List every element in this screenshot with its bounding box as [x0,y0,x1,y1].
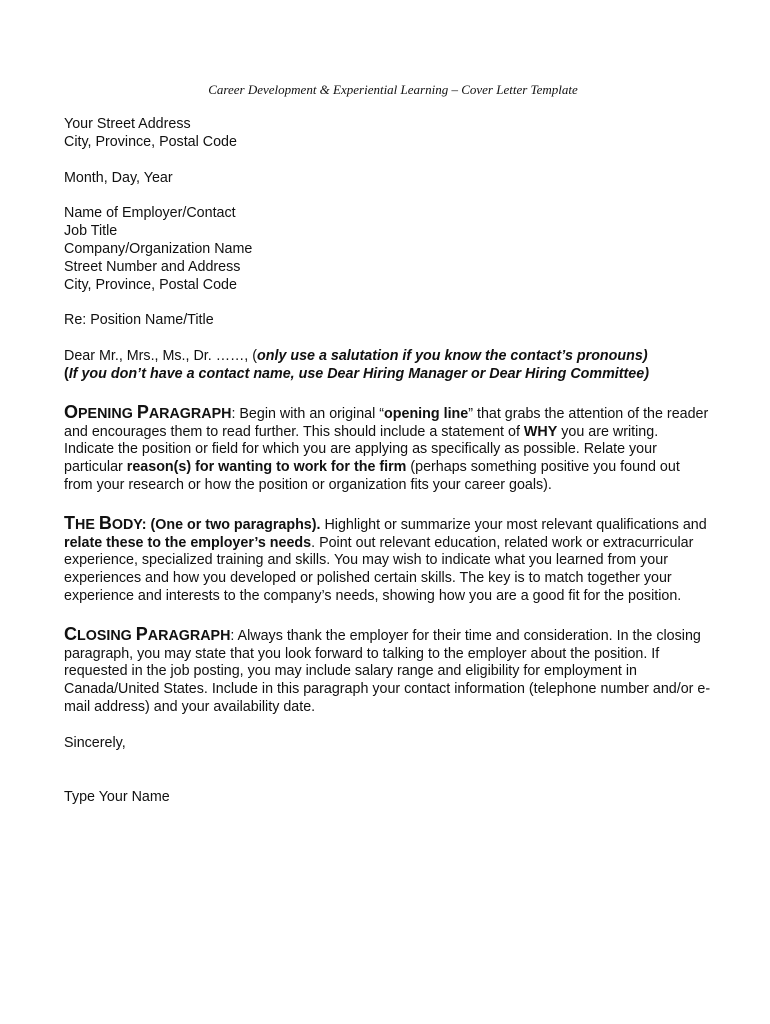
body-heading: THE BODY: [64,512,147,533]
body-paragraph-count: (One or two paragraphs). [146,516,321,533]
recipient-address [64,205,712,294]
sender-city: City, Province, Postal Code [64,133,237,150]
employer-needs-emphasis: relate these to the employer’s needs [64,534,312,551]
recipient-city: City, Province, Postal Code [64,276,237,293]
opening-heading: OPENING PARAGRAPH [64,401,232,422]
body-paragraph: THE BODY: (One or two paragraphs). Highlight or summarize your most relevant qualifications and relate these to the employer’s needs. Point out relevant education, related work or extracurricular experience, specialized training and skills. You may wish to indicate what you learned from your experiences and how you developed or polished certain skills. The key is to match together your experience and interests to the company’s needs, showing how you are a good fit for the position. [64,512,707,604]
opening-line-emphasis: opening line [384,405,469,422]
salutation-note-pronouns: only use a salutation if you know the contact’s pronouns) [257,348,648,365]
signature-name: Type Your Name [64,788,170,805]
cover-letter-page [64,82,712,806]
salutation-note-no-contact: If you don’t have a contact name, use Dear Hiring Manager or Dear Hiring Committee) [68,365,649,382]
salutation-text: Dear Mr., Mrs., Ms., Dr. ……, ( [64,348,258,365]
reasons-emphasis: reason(s) for wanting to work for the firm [126,459,407,476]
document-header: Career Development & Experiential Learning – Cover Letter Template [208,82,578,97]
re-line: Re: Position Name/Title [64,312,214,329]
sender-street: Your Street Address [64,116,191,132]
recipient-company: Company/Organization Name [64,240,253,257]
sender-address [64,116,712,152]
salutation [64,348,712,384]
letter-date: Month, Day, Year [64,169,173,186]
recipient-street: Street Number and Address [64,258,241,275]
recipient-name: Name of Employer/Contact [64,205,236,222]
opening-paragraph: OPENING PARAGRAPH: Begin with an original “opening line” that grabs the attention of the reader and encourages them to read further. This should include a statement of WHY you are writing. Indicate the position or field for which you are applying as specifically as possible. Relate your particular reason(s) for wanting to work for the firm (perhaps something positive you found out from your research or how the position or organization fits your career goals). [64,401,709,493]
closing-paragraph: CLOSING PARAGRAPH: Always thank the employer for their time and consideration. In the closing paragraph, you may state that you look forward to talking to the employer about the position. If requested in the job posting, you may include salary range and eligibility for employment in Canada/United States. Include in this paragraph your contact information (telephone number and/or e-mail address) and your availability date. [64,623,711,715]
salutation-note-open: ( [64,365,69,382]
signoff: Sincerely, [64,734,126,751]
closing-heading: CLOSING PARAGRAPH [64,623,231,644]
why-emphasis: WHY [523,423,558,440]
recipient-job-title: Job Title [64,223,118,240]
